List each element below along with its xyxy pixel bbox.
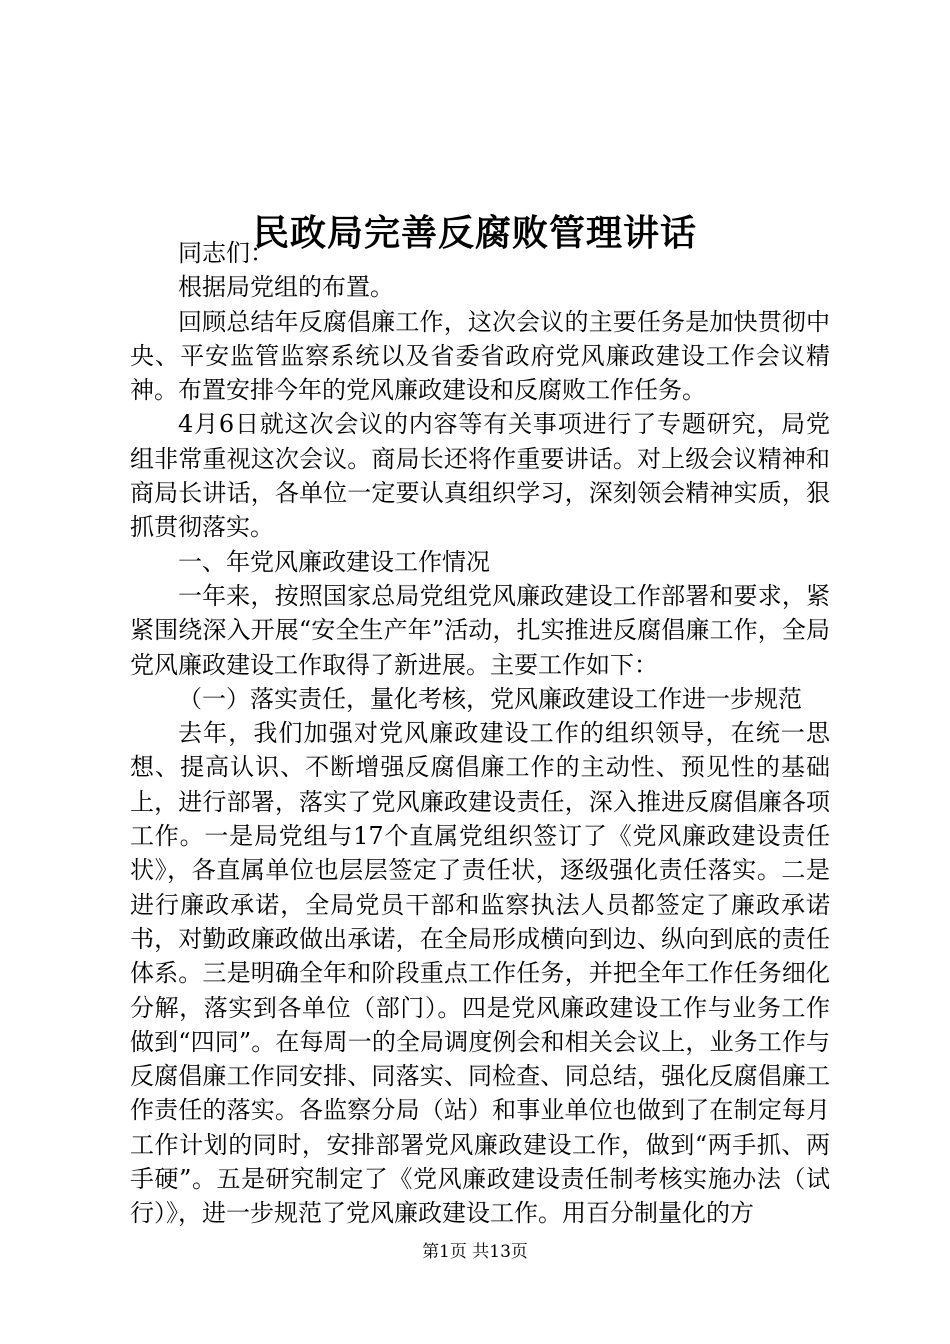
paragraph-meeting: 4月6日就这次会议的内容等有关事项进行了专题研究，局党组非常重视这次会议。商局长还将作重要讲话。对上级会议精神和商局长讲话，各单位一定要认真组织学习，深刻领会精神实质，狠抓贯彻落实。: [130, 410, 830, 542]
paragraph-salutation: 同志们：: [178, 239, 274, 267]
paragraph-intro: 根据局党组的布置。: [178, 273, 394, 302]
page-number: 第1页 共13页: [422, 1242, 528, 1262]
paragraph-review: 回顾总结年反腐倡廉工作，这次会议的主要任务是加快贯彻中央、平安监管监察系统以及省委省政府党风廉政建设工作会议精神。布置安排今年的党风廉政建设和反腐败工作任务。: [130, 307, 830, 405]
document-body: [130, 236, 830, 1231]
paragraph-summary: 一年来，按照国家总局党组党风廉政建设工作部署和要求，紧紧围绕深入开展“安全生产年”活动，扎实推进反腐倡廉工作，全局党风廉政建设工作取得了新进展。主要工作如下：: [130, 581, 830, 679]
subsection-heading-1: （一）落实责任，量化考核，党风廉政建设工作进一步规范: [178, 684, 802, 713]
paragraph-details: 去年，我们加强对党风廉政建设工作的组织领导，在统一思想、提高认识、不断增强反腐倡廉工作的主动性、预见性的基础上，进行部署，落实了党风廉政建设责任，深入推进反腐倡廉各项工作。一是局党组与17个直属党组织签订了《党风廉政建设责任状》，各直属单位也层层签定了责任状，逐级强化责任落实。二是进行廉政承诺，全局党员干部和监察执法人员都签定了廉政承诺书，对勤政廉政做出承诺，在全局形成横向到边、纵向到底的责任体系。三是明确全年和阶段重点工作任务，并把全年工作任务细化分解，落实到各单位（部门）。四是党风廉政建设工作与业务工作做到“四同”。在每周一的全局调度例会和相关会议上，业务工作与反腐倡廉工作同安排、同落实、同检查、同总结，强化反腐倡廉工作责任的落实。各监察分局（站）和事业单位也做到了在制定每月工作计划的同时，安排部署党风廉政建设工作，做到“两手抓、两手硬”。五是研究制定了《党风廉政建设责任制考核实施办法（试行）》，进一步规范了党风廉政建设工作。用百分制量化的方: [130, 719, 830, 1228]
section-heading-1: 一、年党风廉政建设工作情况: [178, 547, 490, 576]
document-title: 民政局完善反腐败管理讲话: [252, 212, 697, 255]
